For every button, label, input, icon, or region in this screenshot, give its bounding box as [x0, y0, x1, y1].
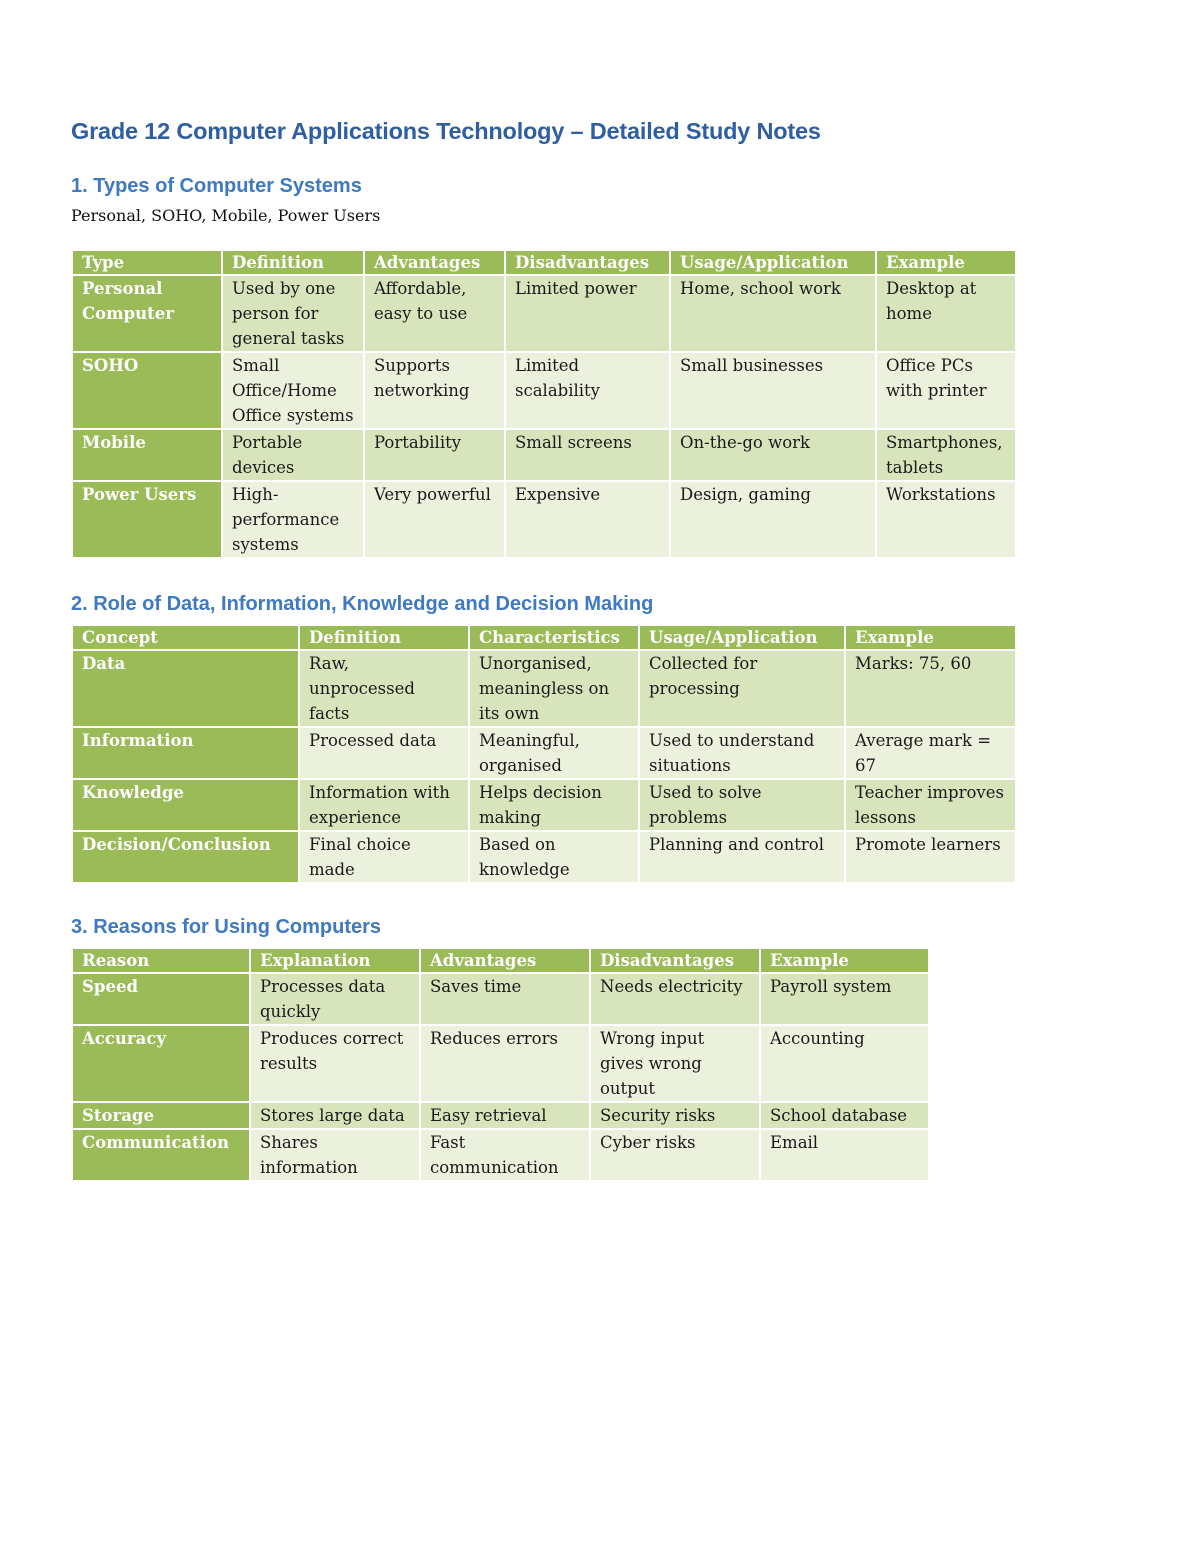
- reasons-table: [71, 947, 930, 1182]
- table-cell: Security risks: [590, 1102, 760, 1129]
- table-row: [72, 973, 929, 1025]
- table-cell: Reduces errors: [420, 1025, 590, 1102]
- table-cell: Produces correct results: [250, 1025, 420, 1102]
- table-cell: Wrong input gives wrong output: [590, 1025, 760, 1102]
- table-row: [72, 481, 1016, 558]
- column-header: Definition: [222, 250, 364, 275]
- concepts-table: [71, 624, 1017, 884]
- row-header: SOHO: [72, 352, 222, 429]
- section-types-of-computer-systems: [71, 175, 1131, 559]
- table-cell: Smartphones, tablets: [876, 429, 1016, 481]
- table-cell: Unorganised, meaningless on its own: [469, 650, 639, 727]
- table-cell: Small businesses: [670, 352, 876, 429]
- table-cell: Very powerful: [364, 481, 505, 558]
- column-header: Example: [876, 250, 1016, 275]
- table-cell: Supports networking: [364, 352, 505, 429]
- row-header: Data: [72, 650, 299, 727]
- table-cell: Marks: 75, 60: [845, 650, 1016, 727]
- table-cell: Home, school work: [670, 275, 876, 352]
- table-row: [72, 1025, 929, 1102]
- section-subtitle: Personal, SOHO, Mobile, Power Users: [71, 206, 381, 225]
- table-row: [72, 1102, 929, 1129]
- column-header: Disadvantages: [505, 250, 670, 275]
- types-table: [71, 249, 1017, 559]
- table-row: [72, 352, 1016, 429]
- table-cell: Limited power: [505, 275, 670, 352]
- row-header: Mobile: [72, 429, 222, 481]
- column-header: Usage/Application: [670, 250, 876, 275]
- table-row: [72, 275, 1016, 352]
- table-cell: High-performance systems: [222, 481, 364, 558]
- row-header: Information: [72, 727, 299, 779]
- table-cell: Design, gaming: [670, 481, 876, 558]
- table-cell: Affordable, easy to use: [364, 275, 505, 352]
- row-header: Personal Computer: [72, 275, 222, 352]
- row-header: Knowledge: [72, 779, 299, 831]
- table-cell: Small Office/Home Office systems: [222, 352, 364, 429]
- table-cell: Stores large data: [250, 1102, 420, 1129]
- table-cell: Used by one person for general tasks: [222, 275, 364, 352]
- column-header: Explanation: [250, 948, 420, 973]
- table-cell: Average mark = 67: [845, 727, 1016, 779]
- table-cell: Processes data quickly: [250, 973, 420, 1025]
- row-header: Accuracy: [72, 1025, 250, 1102]
- column-header: Definition: [299, 625, 469, 650]
- table-cell: Office PCs with printer: [876, 352, 1016, 429]
- table-cell: Limited scalability: [505, 352, 670, 429]
- table-cell: Based on knowledge: [469, 831, 639, 883]
- table-row: [72, 429, 1016, 481]
- table-cell: On-the-go work: [670, 429, 876, 481]
- section-heading: 3. Reasons for Using Computers: [71, 916, 382, 938]
- table-row: [72, 650, 1016, 727]
- column-header: Advantages: [420, 948, 590, 973]
- table-row: [72, 727, 1016, 779]
- column-header: Example: [760, 948, 929, 973]
- section-heading: 2. Role of Data, Information, Knowledge and Decision Making: [71, 593, 654, 615]
- table-cell: Expensive: [505, 481, 670, 558]
- row-header: Decision/Conclusion: [72, 831, 299, 883]
- column-header: Usage/Application: [639, 625, 845, 650]
- table-cell: Small screens: [505, 429, 670, 481]
- table-cell: Workstations: [876, 481, 1016, 558]
- row-header: Power Users: [72, 481, 222, 558]
- table-header-row: [72, 948, 929, 973]
- table-header-row: [72, 250, 1016, 275]
- table-cell: Portable devices: [222, 429, 364, 481]
- table-row: [72, 779, 1016, 831]
- section-reasons-for-using-computers: [71, 916, 1131, 1182]
- row-header: Storage: [72, 1102, 250, 1129]
- table-row: [72, 1129, 929, 1181]
- column-header: Disadvantages: [590, 948, 760, 973]
- table-cell: Desktop at home: [876, 275, 1016, 352]
- table-cell: Used to solve problems: [639, 779, 845, 831]
- table-cell: School database: [760, 1102, 929, 1129]
- document-page: [71, 118, 1131, 1182]
- table-cell: Planning and control: [639, 831, 845, 883]
- column-header: Type: [72, 250, 222, 275]
- table-header-row: [72, 625, 1016, 650]
- table-cell: Collected for processing: [639, 650, 845, 727]
- table-cell: Payroll system: [760, 973, 929, 1025]
- table-cell: Information with experience: [299, 779, 469, 831]
- table-cell: Email: [760, 1129, 929, 1181]
- table-cell: Raw, unprocessed facts: [299, 650, 469, 727]
- table-cell: Used to understand situations: [639, 727, 845, 779]
- column-header: Example: [845, 625, 1016, 650]
- table-cell: Saves time: [420, 973, 590, 1025]
- table-cell: Shares information: [250, 1129, 420, 1181]
- table-cell: Helps decision making: [469, 779, 639, 831]
- row-header: Communication: [72, 1129, 250, 1181]
- page-title: Grade 12 Computer Applications Technology – Detailed Study Notes: [71, 118, 821, 144]
- column-header: Concept: [72, 625, 299, 650]
- section-data-information-knowledge: [71, 593, 1131, 884]
- table-cell: Needs electricity: [590, 973, 760, 1025]
- table-cell: Portability: [364, 429, 505, 481]
- column-header: Advantages: [364, 250, 505, 275]
- table-cell: Accounting: [760, 1025, 929, 1102]
- table-cell: Processed data: [299, 727, 469, 779]
- table-cell: Promote learners: [845, 831, 1016, 883]
- table-cell: Cyber risks: [590, 1129, 760, 1181]
- section-heading: 1. Types of Computer Systems: [71, 175, 362, 197]
- table-cell: Meaningful, organised: [469, 727, 639, 779]
- table-cell: Easy retrieval: [420, 1102, 590, 1129]
- table-cell: Fast communication: [420, 1129, 590, 1181]
- column-header: Reason: [72, 948, 250, 973]
- table-row: [72, 831, 1016, 883]
- table-cell: Teacher improves lessons: [845, 779, 1016, 831]
- table-cell: Final choice made: [299, 831, 469, 883]
- row-header: Speed: [72, 973, 250, 1025]
- column-header: Characteristics: [469, 625, 639, 650]
